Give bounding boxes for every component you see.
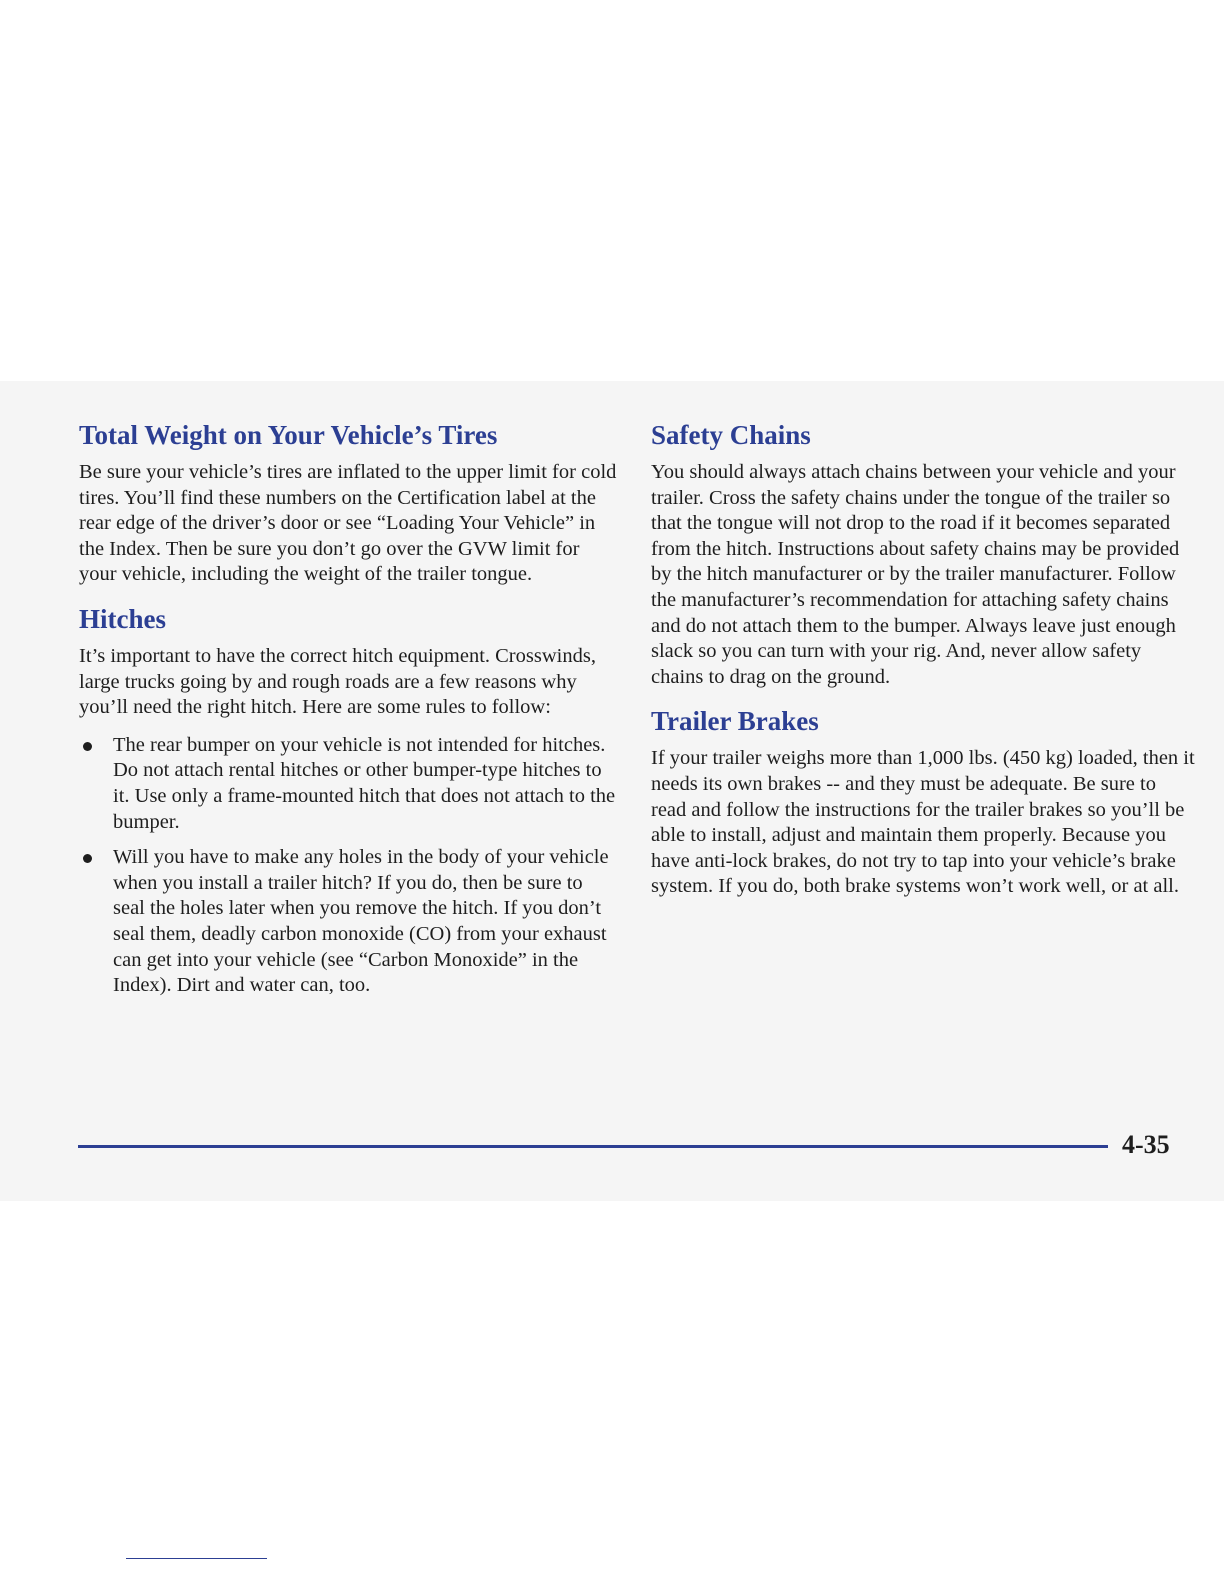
paragraph-safety-chains: You should always attach chains between your vehicle and your trailer. Cross the safety chains under the tongue of the trailer so that the tongue will not drop to the road if it becomes separated from the hitch. Instructions about safety chains may be provided by the hitch manufacturer or by the trailer manufacturer. Follow the manufacturer’s recommendation for attaching safety chains and do not attach them to the bumper. Always leave just enough slack so you can turn with your rig. And, never allow safety chains to drag on the ground. <box>651 461 1180 688</box>
footnote-divider <box>126 1558 267 1559</box>
left-column <box>79 418 619 1009</box>
section-hitches <box>79 602 619 999</box>
list-item <box>79 733 619 835</box>
page-number: 4-35 <box>1122 1130 1170 1159</box>
section-trailer-brakes <box>651 704 1196 900</box>
heading-trailer-brakes: Trailer Brakes <box>651 706 819 737</box>
paragraph-total-weight: Be sure your vehicle’s tires are inflated to the upper limit for cold tires. You’ll find these numbers on the Certification label at the rear edge of the driver’s door or see “Loading Your Vehicle” in the Index. Then be sure you don’t go over the GVW limit for your vehicle, including the weight of the trailer tongue. <box>79 461 617 586</box>
bullet-icon <box>83 854 92 863</box>
hitches-rules-list <box>79 733 619 999</box>
section-total-weight <box>79 418 619 588</box>
list-item <box>79 845 619 999</box>
footer-divider <box>78 1145 1108 1148</box>
section-safety-chains <box>651 418 1196 690</box>
right-column <box>651 418 1196 912</box>
paragraph-hitches: It’s important to have the correct hitch equipment. Crosswinds, large trucks going by and rough roads are a few reasons why you’ll need the right hitch. Here are some rules to follow: <box>79 644 596 719</box>
bullet-icon <box>83 742 92 751</box>
heading-hitches: Hitches <box>79 603 166 634</box>
heading-safety-chains: Safety Chains <box>651 420 811 450</box>
paragraph-trailer-brakes: If your trailer weighs more than 1,000 lbs. (450 kg) loaded, then it needs its own brakes -- and they must be adequate. Be sure to read and follow the instructions for the trailer brakes so you’ll be able to install, adjust and maintain them properly. Because you have anti-lock brakes, do not try to tap into your vehicle’s brake system. If you do, both brake systems won’t work well, or at all. <box>651 747 1195 898</box>
list-item-text: Will you have to make any holes in the body of your vehicle when you install a trailer hitch? If you do, then be sure to seal the holes later when you remove the hitch. If you don’t seal them, deadly carbon monoxide (CO) from your exhaust can get into your vehicle (see “Carbon Monoxide” in the Index). Dirt and water can, too. <box>113 846 609 997</box>
heading-total-weight: Total Weight on Your Vehicle’s Tires <box>79 420 498 450</box>
list-item-text: The rear bumper on your vehicle is not intended for hitches. Do not attach rental hitches or other bumper-type hitches to it. Use only a frame-mounted hitch that does not attach to the bumper. <box>113 733 616 833</box>
